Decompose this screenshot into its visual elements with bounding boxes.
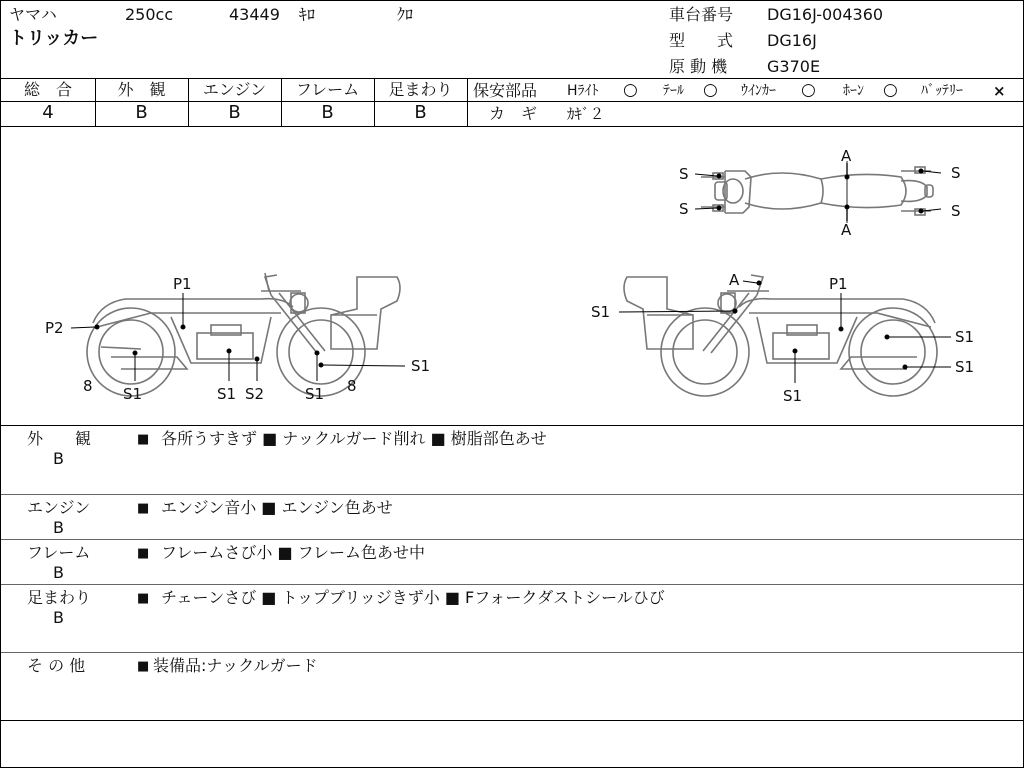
right-p1-label: P1 bbox=[829, 275, 848, 293]
safety-headlight-mark: ○ bbox=[623, 80, 638, 100]
grade-label-overall: 総 合 bbox=[23, 80, 72, 99]
divider bbox=[1, 425, 1023, 426]
damage-diagram bbox=[1, 127, 1023, 425]
maker: ヤマハ bbox=[9, 5, 57, 24]
safety-headlight: Hﾗｲﾄ bbox=[567, 83, 599, 99]
safety-label: 保安部品 bbox=[473, 81, 538, 100]
remark-text-suspension: チェーンさび ■ トップブリッジきず小 ■ Fフォークダストシールひび bbox=[161, 588, 665, 607]
top-s-label-1: S bbox=[679, 165, 689, 183]
grade-label-exterior: 外 観 bbox=[117, 80, 166, 99]
grade-value-frame: B bbox=[321, 102, 334, 123]
safety-tail: ﾃｰﾙ bbox=[663, 83, 684, 99]
right-view-bike bbox=[624, 275, 937, 396]
remark-grade-exterior: B bbox=[53, 449, 64, 468]
safety-battery-mark: × bbox=[993, 82, 1006, 100]
safety-winker: ｳｲﾝｶｰ bbox=[741, 83, 776, 99]
left-8-label-1: 8 bbox=[83, 377, 93, 395]
top-view-bike bbox=[701, 161, 933, 223]
divider bbox=[467, 78, 468, 126]
engine-value: G370E bbox=[767, 57, 821, 76]
right-s1-label-3: S1 bbox=[955, 358, 975, 376]
remark-grade-engine: B bbox=[53, 518, 64, 537]
divider bbox=[1, 720, 1023, 721]
mileage-unit: ｷﾛ bbox=[299, 5, 316, 24]
remark-category-suspension: 足まわり bbox=[27, 588, 92, 607]
top-s-label-3: S bbox=[951, 164, 961, 182]
divider bbox=[1, 652, 1023, 653]
divider bbox=[1, 78, 1023, 79]
grade-label-engine: エンジン bbox=[202, 80, 267, 99]
right-a-label: A bbox=[729, 271, 740, 289]
remark-bullet: ■ bbox=[137, 501, 150, 516]
top-a-label-2: A bbox=[841, 221, 852, 239]
grade-label-suspension: 足まわり bbox=[388, 80, 453, 99]
grade-label-frame: フレーム bbox=[295, 80, 360, 99]
remark-category-exterior: 外 観 bbox=[27, 429, 92, 448]
safety-horn-mark: ○ bbox=[883, 80, 898, 100]
right-s1-label-2: S1 bbox=[955, 328, 975, 346]
top-s-label-2: S bbox=[679, 200, 689, 218]
frame-no: DG16J-004360 bbox=[767, 5, 884, 24]
key-value: ｶｷﾞ２ bbox=[567, 105, 605, 123]
remark-text-engine: エンジン音小 ■ エンジン色あせ bbox=[161, 498, 393, 517]
remark-bullet: ■ bbox=[137, 432, 150, 447]
left-s1-label-3: S1 bbox=[305, 385, 325, 403]
remark-text-exterior: 各所うすきず ■ ナックルガード削れ ■ 樹脂部色あせ bbox=[161, 429, 547, 448]
divider bbox=[1, 494, 1023, 495]
remark-bullet: ■ bbox=[137, 546, 150, 561]
grade-value-overall: 4 bbox=[42, 102, 54, 123]
left-p1-label: P1 bbox=[173, 275, 192, 293]
model-name: トリッカー bbox=[9, 28, 99, 49]
right-s1-label-1: S1 bbox=[591, 303, 611, 321]
divider bbox=[1, 539, 1023, 540]
left-8-label-2: 8 bbox=[347, 377, 357, 395]
left-p2-label: P2 bbox=[45, 319, 64, 337]
top-a-label-1: A bbox=[841, 147, 852, 165]
color: ｸﾛ bbox=[397, 5, 414, 24]
remark-category-other: そ の 他 bbox=[27, 656, 86, 675]
remark-bullet: ■ bbox=[137, 659, 150, 674]
grade-value-exterior: B bbox=[135, 102, 148, 123]
safety-tail-mark: ○ bbox=[703, 80, 718, 100]
remark-category-frame: フレーム bbox=[27, 543, 91, 562]
grade-value-suspension: B bbox=[414, 102, 427, 123]
key-label: カ ギ bbox=[489, 104, 538, 123]
top-s-label-4: S bbox=[951, 202, 961, 220]
divider bbox=[1, 584, 1023, 585]
left-s1-label-4: S1 bbox=[411, 357, 431, 375]
type-label: 型 式 bbox=[669, 31, 734, 50]
divider bbox=[467, 101, 1023, 102]
remark-text-frame: フレームさび小 ■ フレーム色あせ中 bbox=[161, 543, 426, 562]
right-s1-label-4: S1 bbox=[783, 387, 803, 405]
safety-winker-mark: ○ bbox=[801, 80, 816, 100]
remark-text-other: 装備品:ナックルガード bbox=[153, 656, 318, 675]
remark-bullet: ■ bbox=[137, 591, 150, 606]
frame-no-label: 車台番号 bbox=[669, 5, 734, 24]
remark-grade-frame: B bbox=[53, 563, 64, 582]
type-value: DG16J bbox=[767, 31, 817, 50]
safety-battery: ﾊﾞｯﾃﾘｰ bbox=[921, 83, 963, 99]
remark-grade-suspension: B bbox=[53, 608, 64, 627]
remark-category-engine: エンジン bbox=[27, 498, 91, 517]
safety-horn: ﾎｰﾝ bbox=[843, 83, 864, 99]
mileage: 43449 bbox=[229, 5, 280, 24]
engine-label: 原 動 機 bbox=[669, 57, 728, 76]
left-s2-label: S2 bbox=[245, 385, 265, 403]
grade-value-engine: B bbox=[228, 102, 241, 123]
displacement: 250cc bbox=[125, 5, 174, 24]
left-s1-label-1: S1 bbox=[123, 385, 143, 403]
left-s1-label-2: S1 bbox=[217, 385, 237, 403]
